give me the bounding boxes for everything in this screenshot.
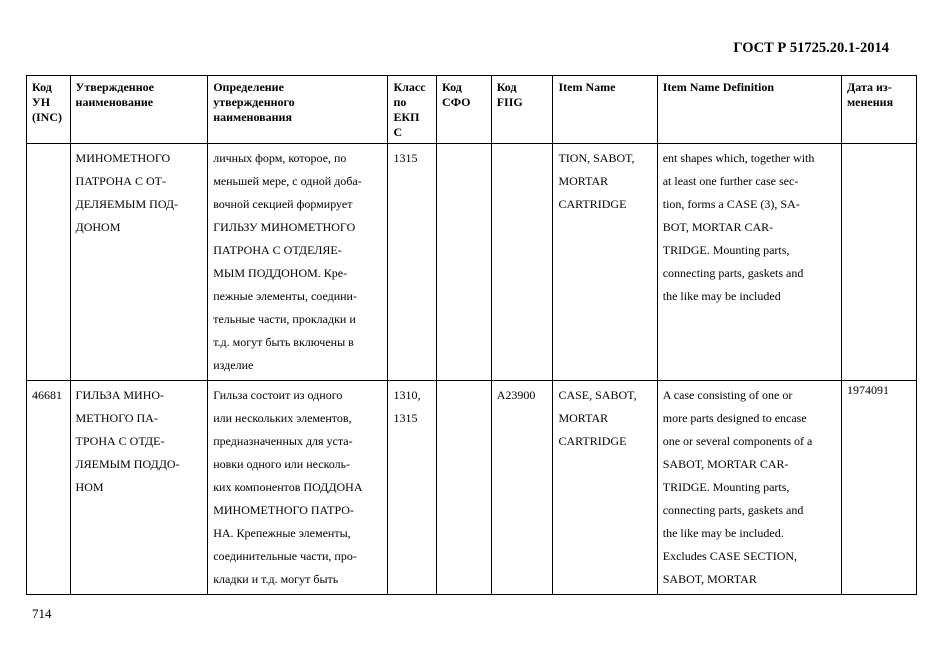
cell-inc: 46681: [27, 381, 71, 595]
column-header-item-definition: Item Name Definition: [657, 76, 841, 144]
column-header-definition: Определение утвержденного наименования: [208, 76, 388, 144]
column-header-inc: Код УН (INC): [27, 76, 71, 144]
cell-item-definition: A case consisting of one or more parts designed to encase one or several components of a SABOT, MORTAR CAR- TRIDGE. Mounting parts, connecting parts, gaskets and the like may be included. Excludes CASE SECTION, SABOT, MORTAR: [657, 381, 841, 595]
page-number: 714: [32, 606, 52, 621]
column-header-class: Класс по ЕКП С: [388, 76, 437, 144]
cell-definition: Гильза состоит из одного или нескольких элементов, предназначенных для уста- новки одного или несколь- ких компонентов ПОДДОНА МИНОМЕТНОГО ПАТРО- НА. Крепежные элементы, соединительные части, про- кладки и т.д. могут быть: [208, 381, 388, 595]
cell-approved-name: ГИЛЬЗА МИНО- МЕТНОГО ПА- ТРОНА С ОТДЕ- ЛЯЕМЫМ ПОДДО- НОМ: [70, 381, 208, 595]
cell-sfo: [437, 381, 492, 595]
cell-definition: личных форм, которое, по меньшей мере, с одной доба- вочной секцией формирует ГИЛЬЗУ МИНОМЕТНОГО ПАТРОНА С ОТДЕЛЯЕ- МЫМ ПОДДОНОМ. Кре- пежные элементы, соедини- тельные части, прокладки и т.д. могут быть включены в изделие: [208, 144, 388, 381]
cell-class: 1315: [388, 144, 437, 381]
cell-sfo: [437, 144, 492, 381]
cell-change-date: 1974091: [842, 381, 917, 595]
cell-item-name: CASE, SABOT, MORTAR CARTRIDGE: [553, 381, 657, 595]
cell-item-definition: ent shapes which, together with at least one further case sec- tion, forms a CASE (3), SA- BOT, MORTAR CAR- TRIDGE. Mounting parts, connecting parts, gaskets and the like may be included: [657, 144, 841, 381]
item-name-table: [26, 75, 917, 595]
column-header-sfo: Код СФО: [437, 76, 492, 144]
cell-inc: [27, 144, 71, 381]
table-header-row: [27, 76, 917, 144]
cell-class: 1310, 1315: [388, 381, 437, 595]
column-header-item-name: Item Name: [553, 76, 657, 144]
cell-fiig: [491, 144, 553, 381]
column-header-approved-name: Утвержденное наименование: [70, 76, 208, 144]
cell-approved-name: МИНОМЕТНОГО ПАТРОНА С ОТ- ДЕЛЯЕМЫМ ПОД- ДОНОМ: [70, 144, 208, 381]
column-header-fiig: Код FIIG: [491, 76, 553, 144]
cell-item-name: TION, SABOT, MORTAR CARTRIDGE: [553, 144, 657, 381]
column-header-change-date: Дата из- менения: [842, 76, 917, 144]
cell-fiig: A23900: [491, 381, 553, 595]
cell-change-date: [842, 144, 917, 381]
document-code: ГОСТ Р 51725.20.1-2014: [733, 40, 889, 56]
table-row: [27, 144, 917, 381]
table-row: [27, 381, 917, 595]
